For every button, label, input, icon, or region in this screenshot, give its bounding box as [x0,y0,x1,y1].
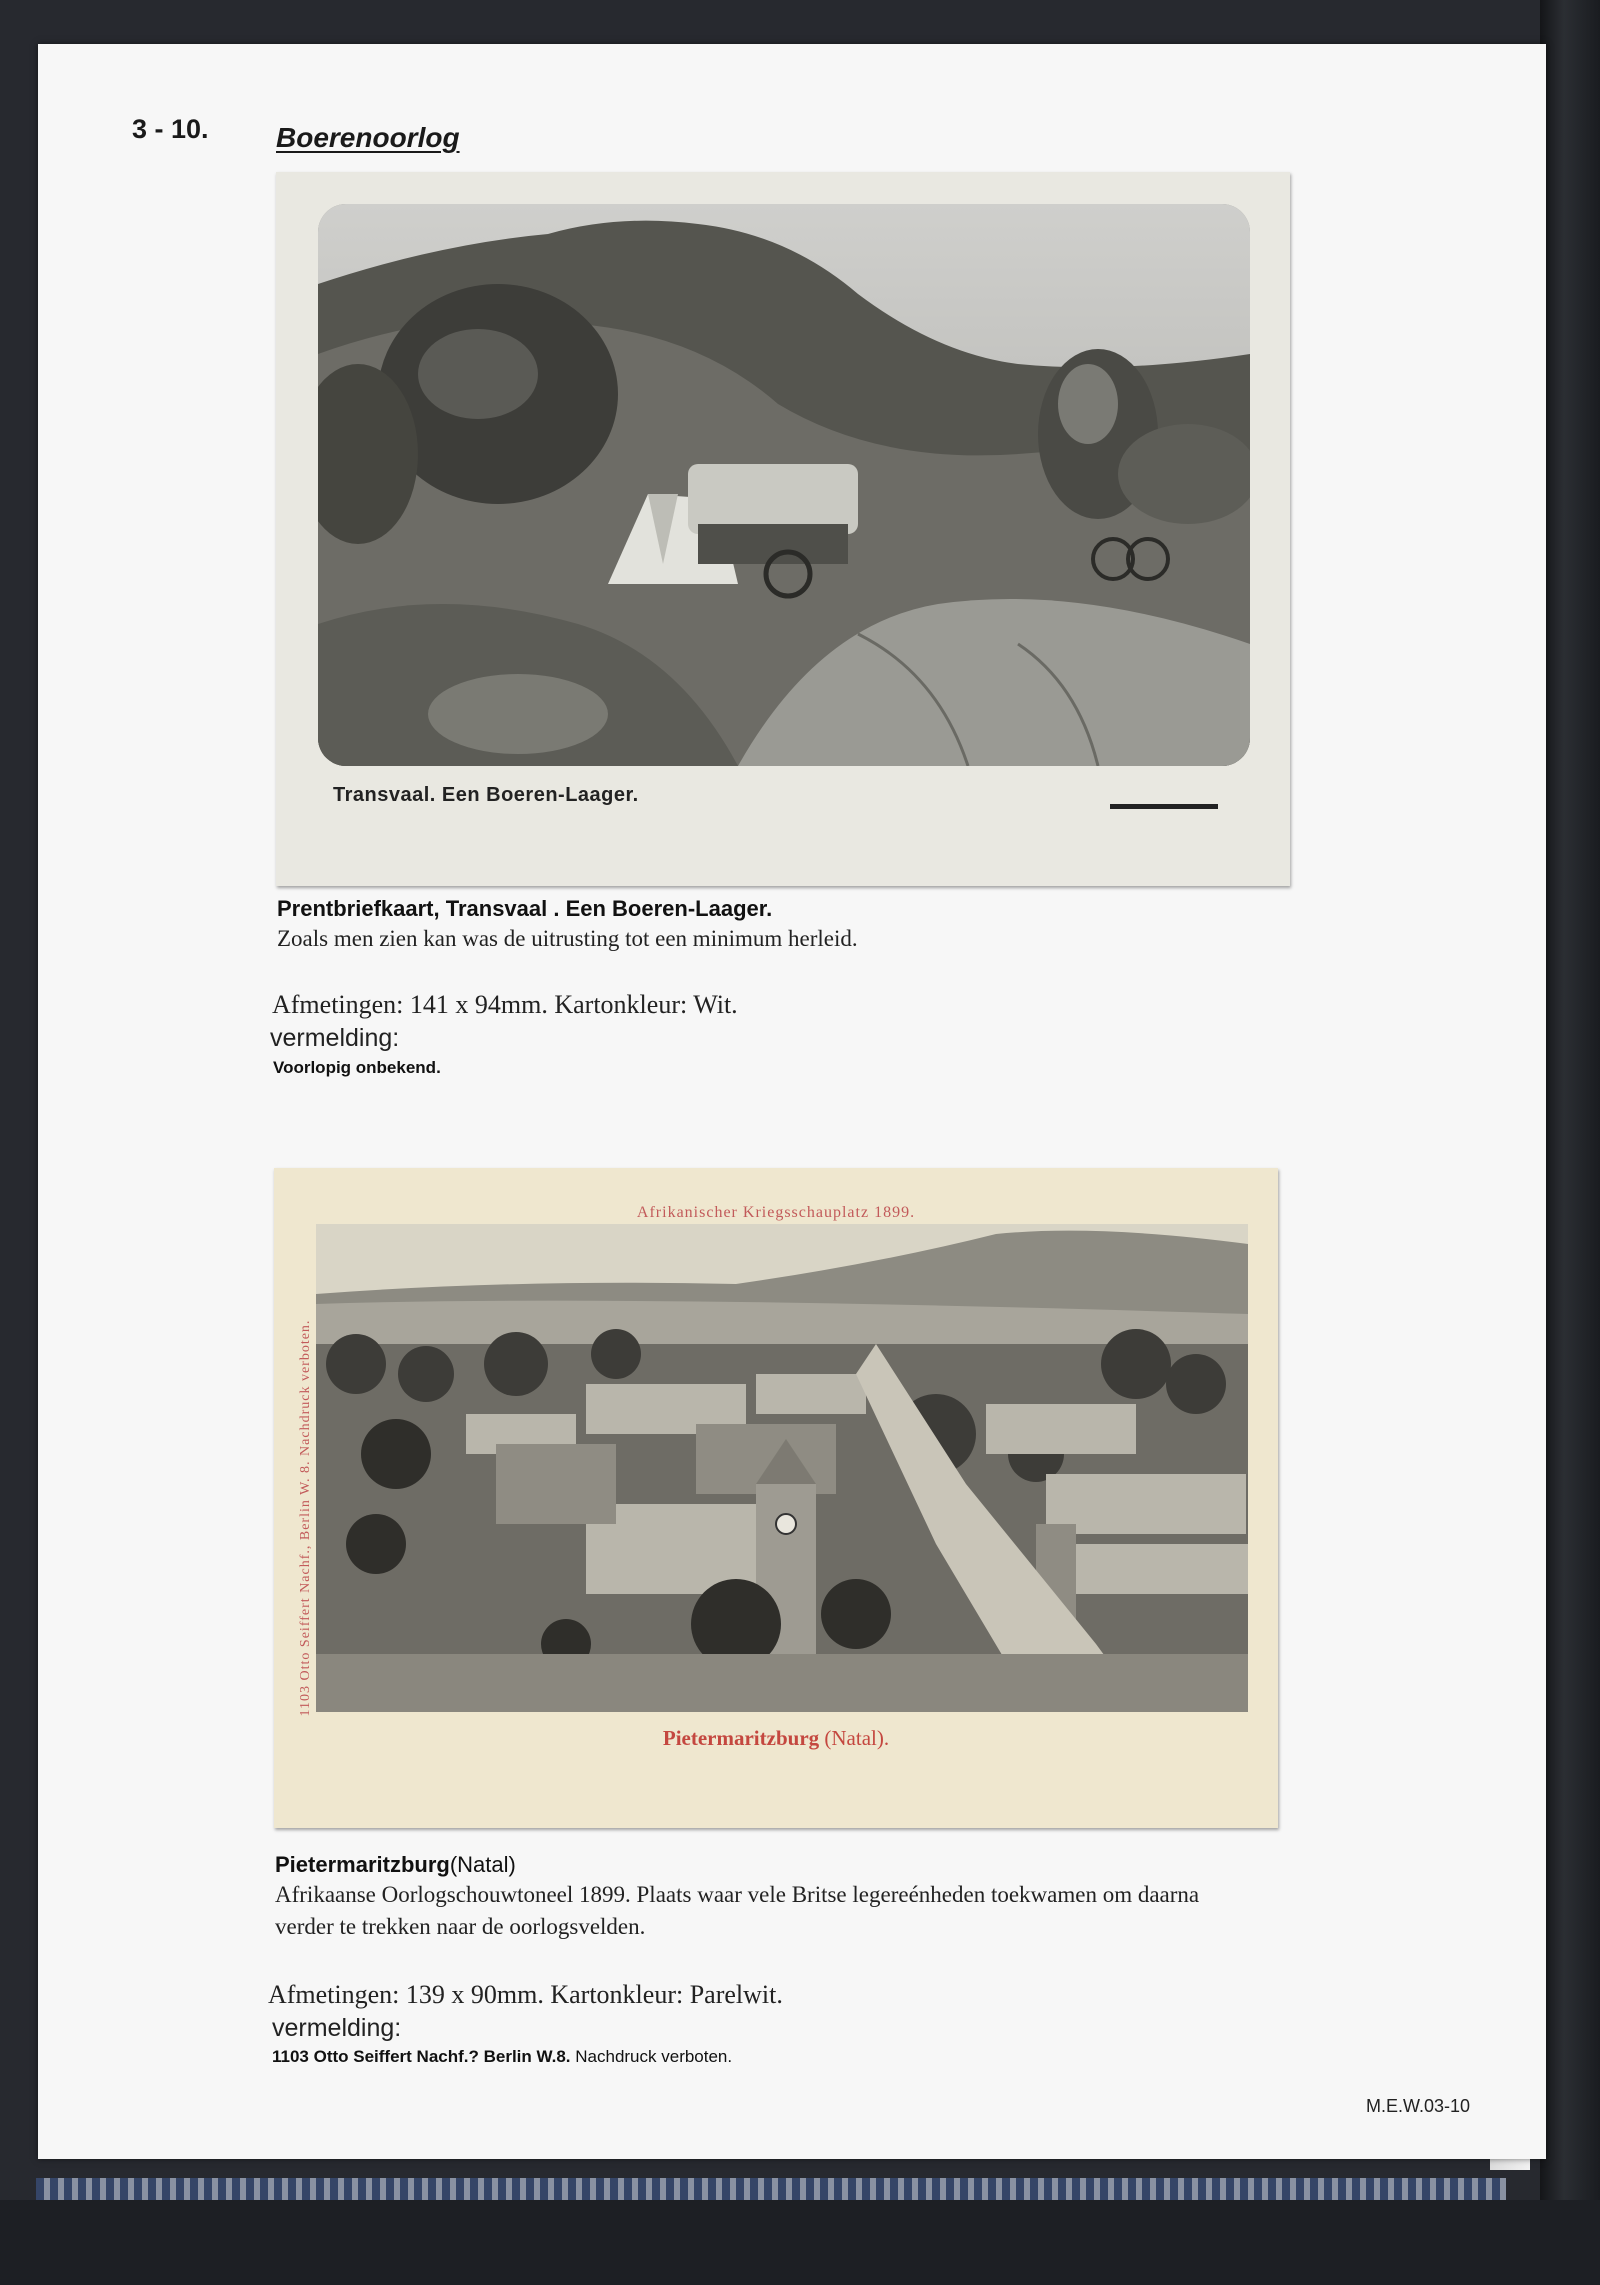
page-number: 3 - 10. [132,114,209,144]
footer-page-code: M.E.W.03-10 [1366,2096,1471,2116]
sleeve-perforation-strip [36,2178,1506,2200]
card1-title: Prentbriefkaart, Transvaal . Een Boeren-Laager. [277,896,773,921]
card2-vermelding-note: Nachdruck verboten. [570,2047,733,2066]
postcard-pietermaritzburg [274,1168,1278,1828]
binder-edge [1540,0,1600,2285]
postcard-header-text: Afrikanischer Kriegsschauplatz 1899. [636,1204,916,1221]
card2-dimensions: Afmetingen: 139 x 90mm. Kartonkleur: Parelwit. [268,1980,783,2009]
card1-vermelding-label: vermelding: [270,1024,400,1052]
card2-vermelding-value [272,2047,732,2067]
boer-camp-illustration [318,204,1250,766]
postcard-printed-caption: Transvaal. Een Boeren-Laager. [333,784,639,806]
card2-title-region: (Natal) [449,1852,516,1877]
card1-dimensions: Afmetingen: 141 x 94mm. Kartonkleur: Wit. [272,990,738,1019]
card2-description-line1: Afrikaanse Oorlogschouwtoneel 1899. Plaats waar vele Britse legereénheden toekwamen om daarna [275,1882,1200,1907]
postcard-photo-boer-camp [318,204,1250,766]
postcard-caption [274,1726,1278,1751]
card2-vermelding-label: vermelding: [272,2014,402,2042]
postcard-photo-pietermaritzburg [316,1224,1248,1712]
card2-vermelding-publisher: 1103 Otto Seiffert Nachf.? Berlin W.8. [272,2047,571,2066]
card1-vermelding-value: Voorlopig onbekend. [273,1058,441,1077]
card2-description-line2: verder te trekken naar de oorlogsvelden. [275,1914,646,1939]
card2-title-city: Pietermaritzburg [275,1852,450,1877]
card2-title [275,1852,516,1878]
card1-description: Zoals men zien kan was de uitrusting tot een minimum herleid. [277,926,858,951]
postcard-underline-mark [1110,804,1218,809]
postcard-caption-region: (Natal). [819,1726,890,1750]
pietermaritzburg-illustration [316,1224,1248,1712]
postcard-caption-city: Pietermaritzburg [662,1726,820,1750]
page-title: Boerenoorlog [276,122,460,153]
postcard-boeren-laager [276,172,1290,886]
postcard-side-publisher: 1103 Otto Seiffert Nachf., Berlin W. 8. Nachdruck verboten. [298,1319,313,1717]
binder-bottom [0,2200,1600,2285]
